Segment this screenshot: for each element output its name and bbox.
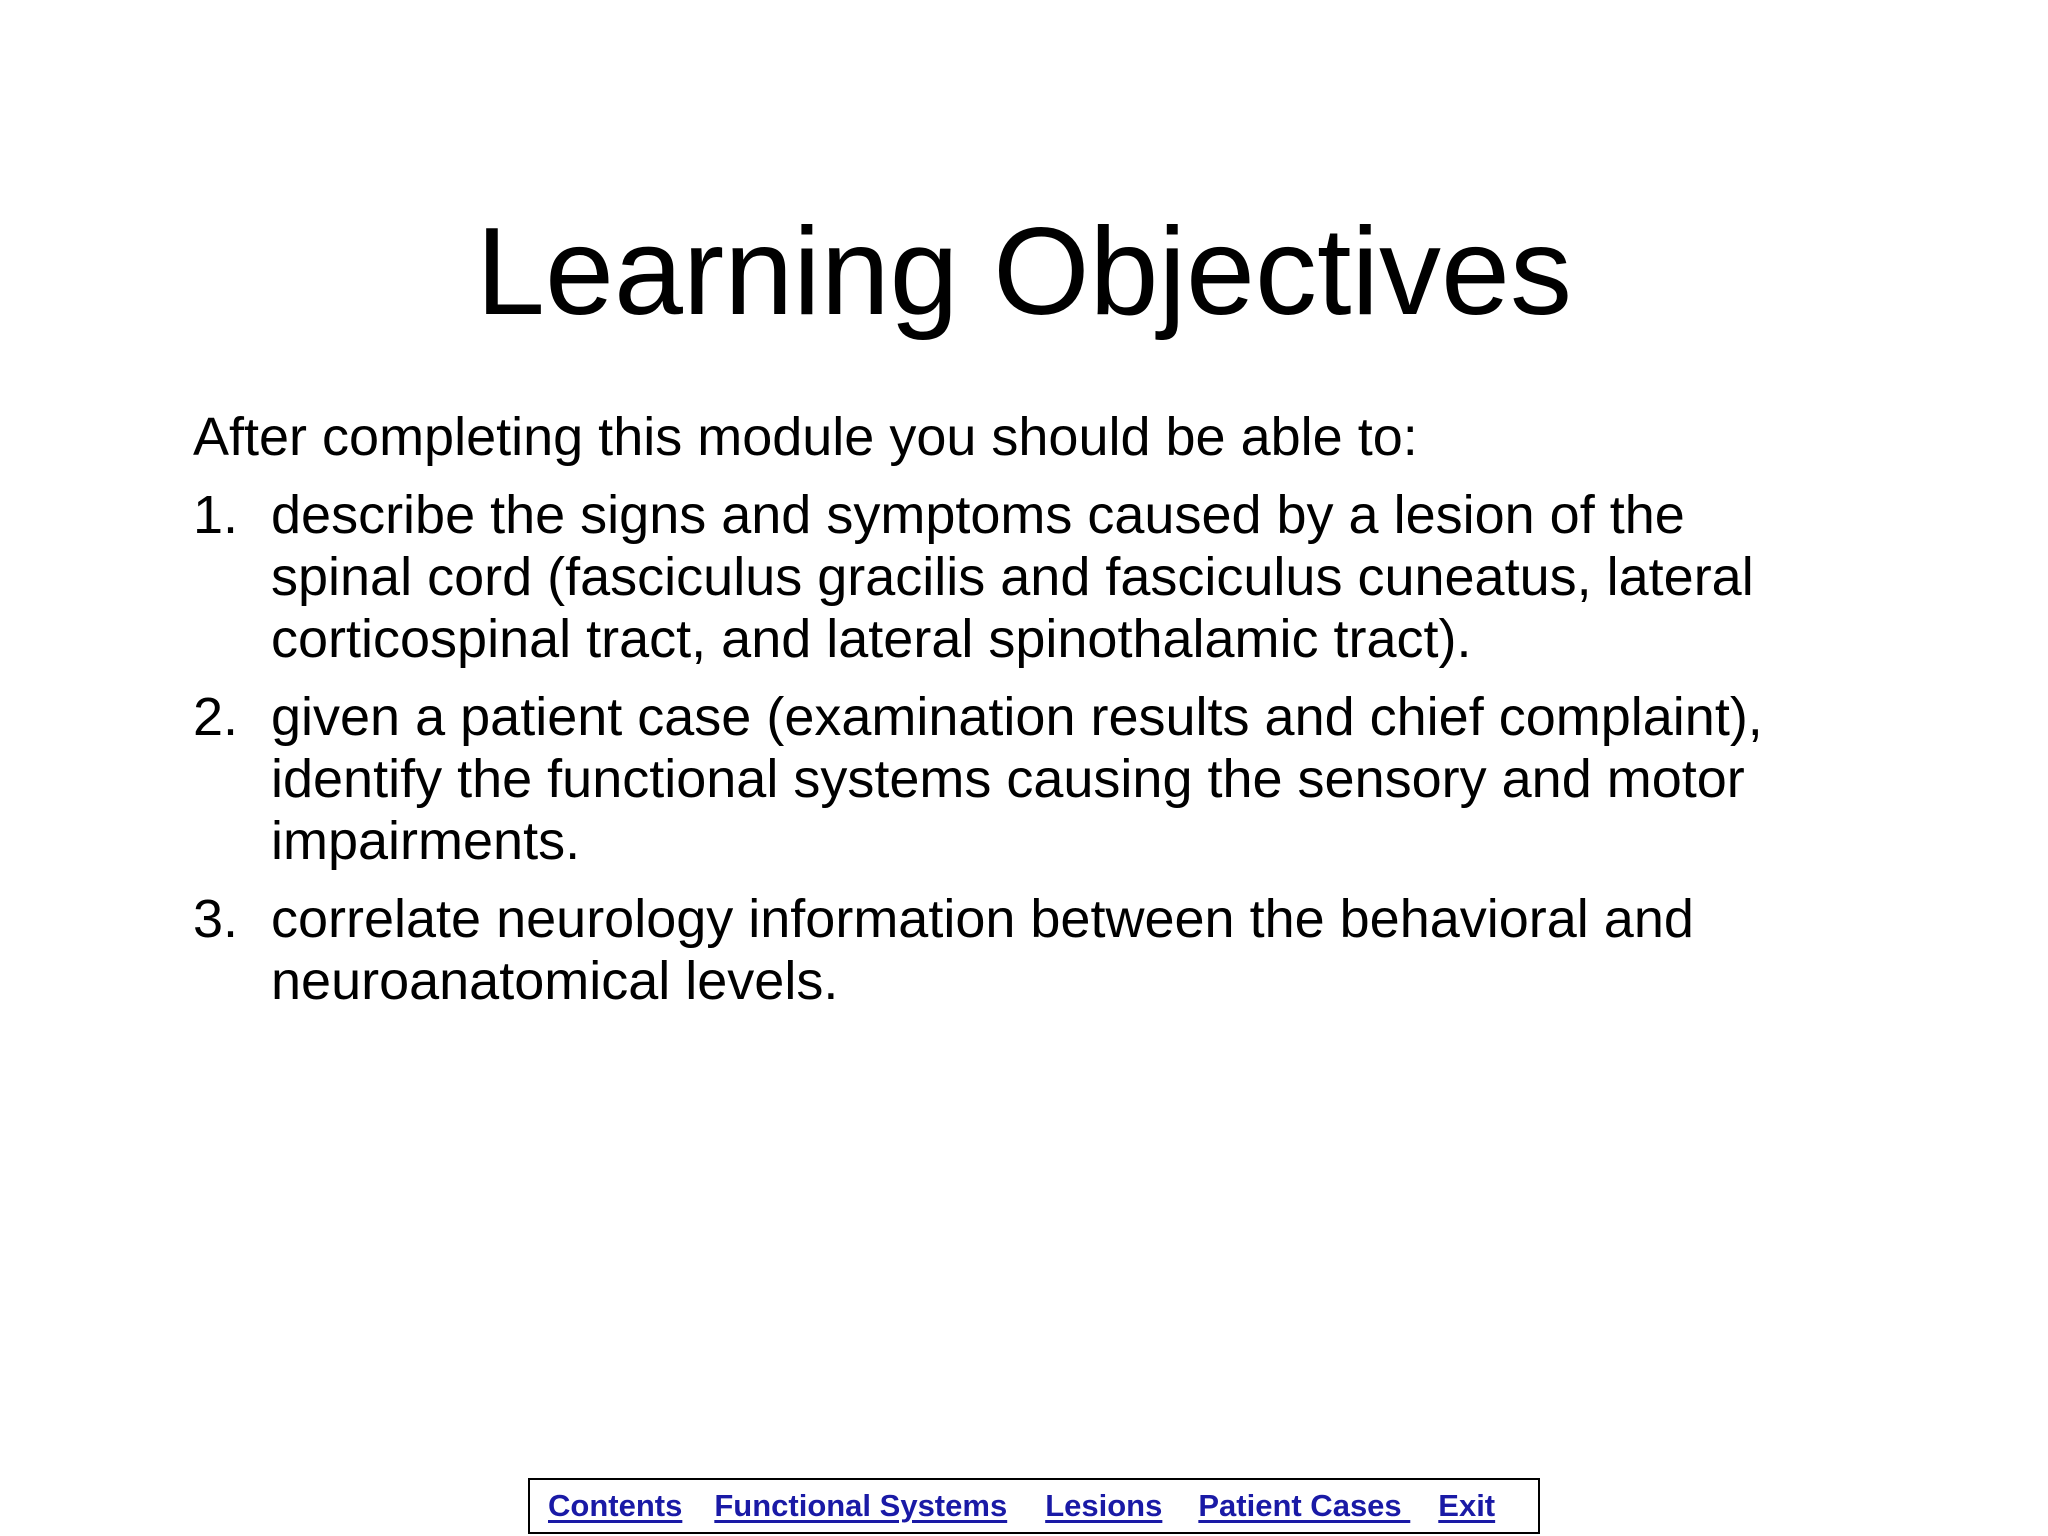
objectives-list xyxy=(193,484,1893,1028)
bottom-navigation-bar xyxy=(528,1478,1540,1534)
nav-link-lesions[interactable]: Lesions xyxy=(1045,1488,1163,1523)
nav-link-patient-cases[interactable]: Patient Cases xyxy=(1198,1488,1411,1523)
objective-line: neuroanatomical levels. xyxy=(271,951,839,1011)
objective-number: 3. xyxy=(193,889,239,949)
objective-line: identify the functional systems causing the sensory and motor xyxy=(271,749,1745,809)
objective-line: describe the signs and symptoms caused by a lesion of the xyxy=(271,485,1685,545)
nav-link-contents[interactable]: Contents xyxy=(548,1488,683,1523)
slide-title: Learning Objectives xyxy=(476,203,1572,341)
objective-line: impairments. xyxy=(271,811,581,871)
nav-link-functional-systems[interactable]: Functional Systems xyxy=(714,1488,1008,1523)
intro-text: After completing this module you should be able to: xyxy=(193,407,1418,467)
objective-item xyxy=(193,888,1893,1012)
objective-line: spinal cord (fasciculus gracilis and fasciculus cuneatus, lateral xyxy=(271,547,1754,607)
objective-line: correlate neurology information between the behavioral and xyxy=(271,889,1694,949)
objective-item xyxy=(193,484,1893,670)
objective-line: corticospinal tract, and lateral spinothalamic tract). xyxy=(271,609,1472,669)
objective-number: 2. xyxy=(193,687,239,747)
nav-link-exit[interactable]: Exit xyxy=(1438,1488,1496,1523)
objective-number: 1. xyxy=(193,485,239,545)
objective-item xyxy=(193,686,1893,872)
objective-line: given a patient case (examination results and chief complaint), xyxy=(271,687,1763,747)
